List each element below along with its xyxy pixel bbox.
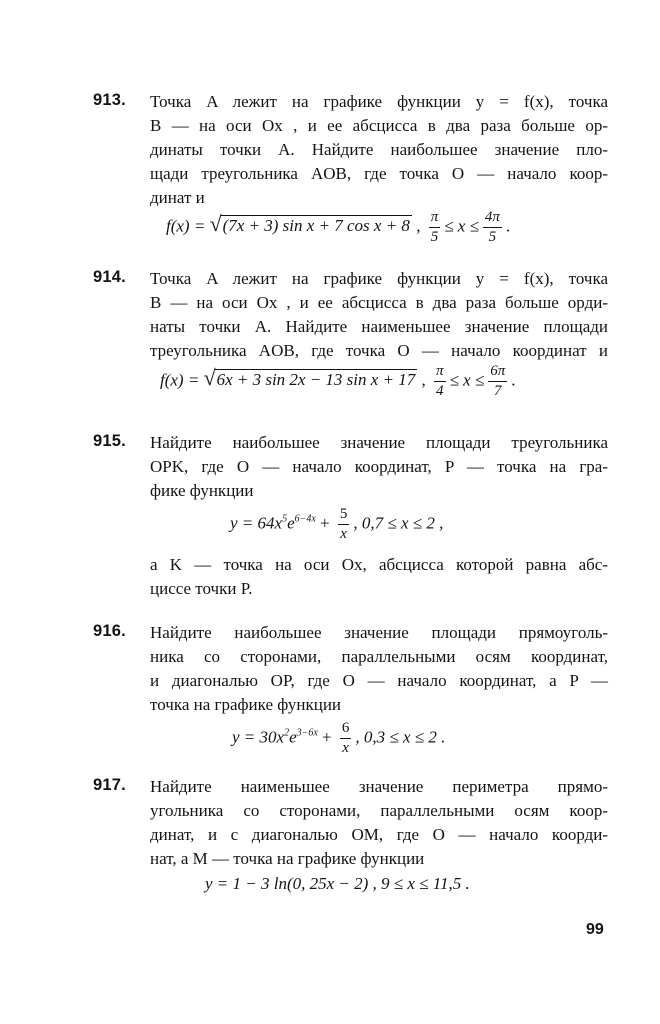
problem-text-line: Точка A лежит на графике функции y = f(x), точка: [150, 269, 608, 288]
formula-lhs: f(x) =: [160, 370, 204, 390]
problem-text-line: треугольника AOB, где точка O — начало координат и: [150, 341, 608, 360]
problem-text-line: щади треугольника AOB, где точка O — начало коор-: [150, 164, 608, 183]
exponent: 6−4x: [294, 513, 316, 525]
problem-text-line: ника со сторонами, параллельными осям координат,: [150, 647, 608, 666]
problem-text-line: фике функции: [150, 481, 254, 500]
fraction-denominator: 5: [488, 229, 497, 245]
problem-text-line: угольника со сторонами, параллельными осям коор-: [150, 801, 608, 820]
formula-end: .: [505, 216, 511, 236]
problem-text-line: Найдите наименьшее значение периметра прямо-: [150, 777, 608, 796]
fraction-numerator: 6: [340, 720, 352, 739]
exp-base: e: [287, 513, 295, 533]
formula: [166, 209, 510, 246]
inequality: ≤ x ≤: [444, 216, 479, 236]
radical-sign-icon: √: [209, 211, 222, 237]
fraction-denominator: x: [340, 526, 347, 542]
radicand: 6x + 3 sin 2x − 13 sin x + 17: [216, 370, 416, 390]
problem-text-line: а K — точка на оси Ox, абсцисса которой равна абс-: [150, 555, 608, 574]
problem-text-line: и диагональю OP, где O — начало координат, а P —: [150, 671, 608, 690]
fraction-denominator: 5: [430, 229, 439, 245]
problem-text-line: OPK, где O — начало координат, P — точка на гра-: [150, 457, 608, 476]
problem-text-line: динаты точки A. Найдите наибольшее значение пло-: [150, 140, 608, 159]
page-number: 99: [586, 921, 604, 938]
problem-text-line: нат, а M — точка на графике функции: [150, 849, 425, 868]
fraction-numerator: 6π: [488, 363, 507, 382]
formula: [160, 363, 516, 400]
radicand: (7x + 3) sin x + 7 cos x + 8: [222, 216, 410, 236]
fraction-numerator: π: [434, 363, 446, 382]
formula-end: .: [511, 370, 516, 390]
formula: [232, 720, 445, 757]
formula: y = 1 − 3 ln(0, 25x − 2) , 9 ≤ x ≤ 11,5 .: [205, 874, 470, 893]
problem-text-line: Найдите наибольшее значение площади треугольника: [150, 433, 608, 452]
plus-sign: +: [317, 727, 336, 747]
fraction-numerator: π: [429, 209, 441, 228]
problem-number: 915.: [93, 432, 126, 450]
exp-base: e: [289, 727, 297, 747]
plus-sign: +: [315, 513, 334, 533]
fraction-denominator: x: [342, 740, 349, 756]
problem-text-line: динат и: [150, 188, 205, 207]
formula-lhs: y = 64x: [230, 513, 283, 533]
fraction-lower-bound: [434, 363, 446, 400]
separator: ,: [411, 216, 425, 236]
problem-text-line: наты точки A. Найдите наименьшее значение площади: [150, 317, 608, 336]
radical-sign-icon: √: [203, 365, 216, 391]
separator: ,: [417, 370, 431, 390]
fraction-numerator: 5: [338, 506, 350, 525]
fraction-upper-bound: [483, 209, 502, 246]
problem-text-line: циссе точки P.: [150, 579, 253, 598]
problem-number: 917.: [93, 776, 126, 794]
square-root: [209, 211, 412, 237]
fraction-denominator: 7: [494, 383, 502, 399]
problem-text-line: Найдите наибольшее значение площади прямоуголь-: [150, 623, 608, 642]
formula-lhs: f(x) =: [166, 216, 210, 236]
square-root: [203, 365, 418, 391]
exponent: 2: [284, 727, 290, 739]
problem-number: 913.: [93, 91, 126, 109]
problem-number: 916.: [93, 622, 126, 640]
problem-text-line: Точка A лежит на графике функции y = f(x), точка: [150, 92, 608, 111]
problem-number: 914.: [93, 268, 126, 286]
formula-tail: , 0,7 ≤ x ≤ 2 ,: [353, 513, 444, 533]
fraction: [340, 720, 352, 757]
problem-text-line: B — на оси Ox , и ее абсцисса в два раза больше орди-: [150, 293, 608, 312]
problem-text-line: B — на оси Ox , и ее абсцисса в два раза больше ор-: [150, 116, 608, 135]
formula-lhs: y = 30x: [232, 727, 285, 747]
fraction-upper-bound: [488, 363, 507, 400]
inequality: ≤ x ≤: [449, 370, 485, 390]
fraction: [338, 506, 350, 543]
formula-tail: , 0,3 ≤ x ≤ 2 .: [355, 727, 446, 747]
fraction-numerator: 4π: [483, 209, 502, 228]
fraction-lower-bound: [429, 209, 441, 246]
problem-text-line: точка на графике функции: [150, 695, 342, 714]
fraction-denominator: 4: [436, 383, 444, 399]
exponent: 5: [282, 513, 288, 525]
exponent: 3−6x: [296, 727, 318, 739]
problem-text-line: динат, и с диагональю OM, где O — начало коорди-: [150, 825, 608, 844]
formula: [230, 506, 443, 543]
